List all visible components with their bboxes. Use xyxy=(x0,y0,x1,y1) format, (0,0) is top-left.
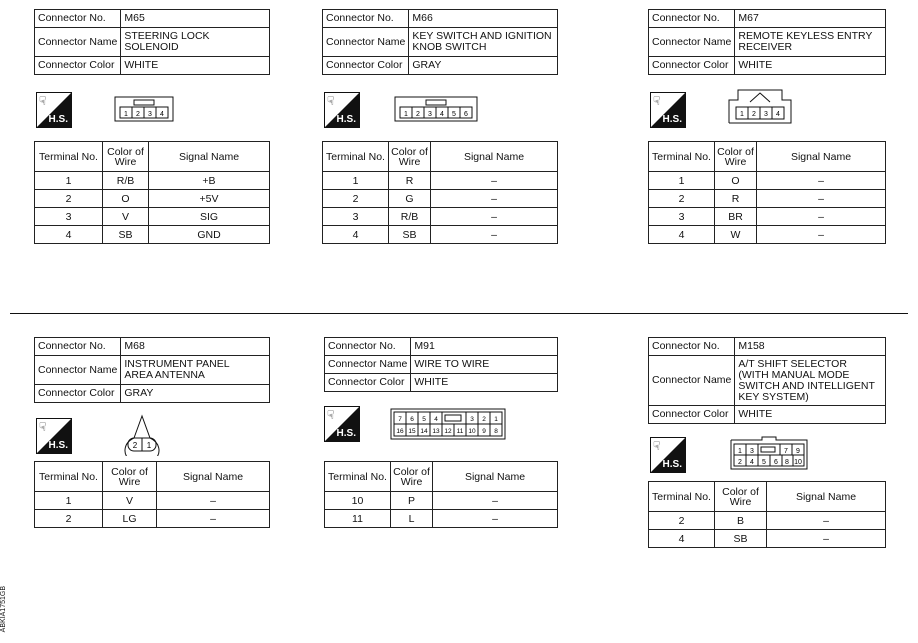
connector-info-table xyxy=(322,9,558,75)
pin-label: 10 xyxy=(468,428,476,435)
terminal-no-cell: 11 xyxy=(325,510,391,528)
connector-color-label: Connector Color xyxy=(649,406,735,424)
pin-label: 6 xyxy=(464,111,468,118)
terminal-no-cell: 10 xyxy=(325,492,391,510)
wire-color-cell: L xyxy=(391,510,433,528)
connector-no-label: Connector No. xyxy=(649,10,735,28)
signal-name-cell: – xyxy=(757,172,886,190)
connector-color-label: Connector Color xyxy=(323,57,409,75)
pin-label: 1 xyxy=(494,416,498,423)
connector-color-label: Connector Color xyxy=(35,57,121,75)
table-row xyxy=(35,492,270,510)
table-row xyxy=(323,190,558,208)
wire-color-cell: R/B xyxy=(103,172,149,190)
wire-color-cell: P xyxy=(391,492,433,510)
terminal-no-cell: 1 xyxy=(35,492,103,510)
terminal-table xyxy=(34,141,270,244)
connector-color-label: Connector Color xyxy=(325,374,411,392)
wire-color-header: Color of Wire xyxy=(715,482,767,512)
terminal-table xyxy=(648,141,886,244)
connector-face-diagram xyxy=(730,436,808,470)
connector-no-label: Connector No. xyxy=(35,10,121,28)
terminal-table xyxy=(324,461,558,528)
terminal-no-header: Terminal No. xyxy=(649,482,715,512)
pin-label: 10 xyxy=(794,459,802,466)
connector-no-label: Connector No. xyxy=(323,10,409,28)
table-row xyxy=(35,208,270,226)
connector-name-value: INSTRUMENT PANEL AREA ANTENNA xyxy=(121,356,270,385)
table-row xyxy=(323,208,558,226)
terminal-no-cell: 2 xyxy=(323,190,389,208)
signal-name-cell: – xyxy=(431,226,558,244)
terminal-table xyxy=(322,141,558,244)
wire-color-cell: SB xyxy=(103,226,149,244)
hs-label: H.S. xyxy=(662,114,682,125)
wire-color-cell: O xyxy=(103,190,149,208)
terminal-table xyxy=(34,461,270,528)
connector-face-diagram xyxy=(122,414,162,456)
wire-color-cell: W xyxy=(715,226,757,244)
table-row xyxy=(649,226,886,244)
pin-label: 7 xyxy=(398,416,402,423)
connector-info-table xyxy=(34,337,270,403)
pin-label: 3 xyxy=(750,448,754,455)
connector-name-label: Connector Name xyxy=(649,356,735,406)
pin-label: 2 xyxy=(738,459,742,466)
hs-label: H.S. xyxy=(662,459,682,470)
connector-no-value: M66 xyxy=(409,10,558,28)
pin-label: 13 xyxy=(432,428,440,435)
terminal-no-cell: 1 xyxy=(323,172,389,190)
wire-color-cell: R/B xyxy=(389,208,431,226)
connector-no-label: Connector No. xyxy=(325,338,411,356)
signal-name-cell: – xyxy=(757,208,886,226)
terminal-no-cell: 2 xyxy=(649,512,715,530)
connector-face-diagram xyxy=(390,408,506,440)
connector-no-label: Connector No. xyxy=(649,338,735,356)
connector-name-value: STEERING LOCK SOLENOID xyxy=(121,28,270,57)
terminal-no-cell: 4 xyxy=(649,530,715,548)
pin-label: 9 xyxy=(482,428,486,435)
wire-color-cell: SB xyxy=(715,530,767,548)
hs-label: H.S. xyxy=(336,114,356,125)
signal-name-cell: – xyxy=(757,226,886,244)
hs-label: H.S. xyxy=(48,114,68,125)
harness-side-icon: ☟ H.S. xyxy=(324,406,360,442)
table-row xyxy=(649,208,886,226)
connector-info-table xyxy=(324,337,558,392)
pin-label: 1 xyxy=(146,441,152,450)
terminal-no-header: Terminal No. xyxy=(323,142,389,172)
terminal-no-cell: 4 xyxy=(649,226,715,244)
harness-side-icon: ☟ H.S. xyxy=(36,418,72,454)
harness-side-icon: ☟ H.S. xyxy=(36,92,72,128)
pin-label: 2 xyxy=(132,441,138,450)
signal-name-header: Signal Name xyxy=(431,142,558,172)
signal-name-cell: – xyxy=(157,510,270,528)
pin-label: 3 xyxy=(470,416,474,423)
pin-label: 5 xyxy=(422,416,426,423)
terminal-no-header: Terminal No. xyxy=(35,142,103,172)
connector-name-label: Connector Name xyxy=(649,28,735,57)
wire-color-cell: V xyxy=(103,492,157,510)
connector-no-value: M65 xyxy=(121,10,270,28)
signal-name-cell: – xyxy=(757,190,886,208)
pin-label: 3 xyxy=(764,111,768,118)
wire-color-cell: BR xyxy=(715,208,757,226)
wire-color-header: Color of Wire xyxy=(715,142,757,172)
connector-color-value: WHITE xyxy=(735,406,886,424)
table-row xyxy=(325,510,558,528)
table-row xyxy=(649,190,886,208)
connector-name-label: Connector Name xyxy=(35,356,121,385)
wire-color-header: Color of Wire xyxy=(103,462,157,492)
connector-name-label: Connector Name xyxy=(323,28,409,57)
connector-info-table xyxy=(648,9,886,75)
signal-name-cell: – xyxy=(767,530,886,548)
table-row xyxy=(323,172,558,190)
pin-label: 6 xyxy=(410,416,414,423)
pin-label: 4 xyxy=(750,459,754,466)
wire-color-header: Color of Wire xyxy=(391,462,433,492)
pin-label: 4 xyxy=(434,416,438,423)
terminal-no-cell: 4 xyxy=(323,226,389,244)
pin-label: 12 xyxy=(444,428,452,435)
pin-label: 14 xyxy=(420,428,428,435)
connector-info-table xyxy=(648,337,886,424)
pin-label: 4 xyxy=(160,111,164,118)
connector-color-value: GRAY xyxy=(121,385,270,403)
signal-name-cell: +B xyxy=(149,172,270,190)
signal-name-cell: SIG xyxy=(149,208,270,226)
pin-label: 1 xyxy=(740,111,744,118)
table-row xyxy=(35,226,270,244)
connector-face-diagram xyxy=(728,88,792,124)
terminal-no-cell: 3 xyxy=(35,208,103,226)
pin-label: 2 xyxy=(136,111,140,118)
connector-color-value: GRAY xyxy=(409,57,558,75)
wire-color-cell: SB xyxy=(389,226,431,244)
pin-label: 4 xyxy=(776,111,780,118)
table-row xyxy=(649,530,886,548)
connector-name-value: A/T SHIFT SELECTOR (WITH MANUAL MODE SWITCH AND INTELLIGENT KEY SYSTEM) xyxy=(735,356,886,406)
signal-name-header: Signal Name xyxy=(157,462,270,492)
signal-name-cell: +5V xyxy=(149,190,270,208)
signal-name-cell: GND xyxy=(149,226,270,244)
wire-color-cell: B xyxy=(715,512,767,530)
table-row xyxy=(325,492,558,510)
wire-color-cell: G xyxy=(389,190,431,208)
signal-name-header: Signal Name xyxy=(767,482,886,512)
terminal-no-header: Terminal No. xyxy=(35,462,103,492)
terminal-no-cell: 2 xyxy=(649,190,715,208)
signal-name-cell: – xyxy=(433,492,558,510)
terminal-table xyxy=(648,481,886,548)
figure-id: ABKIA1751GB xyxy=(0,586,7,633)
connector-info-table xyxy=(34,9,270,75)
pin-label: 8 xyxy=(785,459,789,466)
pin-label: 1 xyxy=(404,111,408,118)
pin-label: 6 xyxy=(774,459,778,466)
terminal-no-cell: 1 xyxy=(649,172,715,190)
connector-no-value: M91 xyxy=(411,338,558,356)
pin-label: 4 xyxy=(440,111,444,118)
connector-no-label: Connector No. xyxy=(35,338,121,356)
connector-face-diagram xyxy=(114,96,174,122)
pin-label: 2 xyxy=(416,111,420,118)
terminal-no-cell: 3 xyxy=(649,208,715,226)
signal-name-header: Signal Name xyxy=(433,462,558,492)
signal-name-cell: – xyxy=(767,512,886,530)
section-divider xyxy=(10,313,908,314)
harness-side-icon: ☟ H.S. xyxy=(650,437,686,473)
signal-name-cell: – xyxy=(157,492,270,510)
table-row xyxy=(35,190,270,208)
connector-name-value: KEY SWITCH AND IGNITION KNOB SWITCH xyxy=(409,28,558,57)
pin-label: 1 xyxy=(738,448,742,455)
connector-name-label: Connector Name xyxy=(35,28,121,57)
pin-label: 8 xyxy=(494,428,498,435)
harness-side-icon: ☟ H.S. xyxy=(324,92,360,128)
connector-name-value: WIRE TO WIRE xyxy=(411,356,558,374)
wire-color-header: Color of Wire xyxy=(103,142,149,172)
connector-name-value: REMOTE KEYLESS ENTRY RECEIVER xyxy=(735,28,886,57)
pin-label: 16 xyxy=(396,428,404,435)
connector-no-value: M158 xyxy=(735,338,886,356)
terminal-no-cell: 4 xyxy=(35,226,103,244)
table-row xyxy=(35,172,270,190)
pin-label: 3 xyxy=(148,111,152,118)
connector-color-label: Connector Color xyxy=(35,385,121,403)
table-row xyxy=(649,512,886,530)
pin-label: 5 xyxy=(762,459,766,466)
terminal-no-cell: 3 xyxy=(323,208,389,226)
pin-label: 7 xyxy=(784,448,788,455)
harness-side-icon: ☟ H.S. xyxy=(650,92,686,128)
pin-label: 15 xyxy=(408,428,416,435)
wire-color-cell: O xyxy=(715,172,757,190)
hs-label: H.S. xyxy=(336,428,356,439)
terminal-no-cell: 2 xyxy=(35,510,103,528)
signal-name-header: Signal Name xyxy=(149,142,270,172)
pin-label: 1 xyxy=(124,111,128,118)
pin-label: 2 xyxy=(752,111,756,118)
wire-color-cell: V xyxy=(103,208,149,226)
table-row xyxy=(649,172,886,190)
table-row xyxy=(35,510,270,528)
pin-label: 2 xyxy=(482,416,486,423)
pin-label: 3 xyxy=(428,111,432,118)
connector-color-value: WHITE xyxy=(411,374,558,392)
terminal-no-cell: 1 xyxy=(35,172,103,190)
connector-face-diagram xyxy=(394,96,478,122)
pin-label: 9 xyxy=(796,448,800,455)
terminal-no-header: Terminal No. xyxy=(325,462,391,492)
terminal-no-header: Terminal No. xyxy=(649,142,715,172)
wire-color-cell: R xyxy=(389,172,431,190)
signal-name-cell: – xyxy=(431,208,558,226)
pin-label: 11 xyxy=(456,428,464,435)
signal-name-cell: – xyxy=(431,172,558,190)
connector-no-value: M68 xyxy=(121,338,270,356)
connector-no-value: M67 xyxy=(735,10,886,28)
signal-name-cell: – xyxy=(431,190,558,208)
terminal-no-cell: 2 xyxy=(35,190,103,208)
connector-color-value: WHITE xyxy=(121,57,270,75)
connector-color-label: Connector Color xyxy=(649,57,735,75)
signal-name-header: Signal Name xyxy=(757,142,886,172)
wire-color-header: Color of Wire xyxy=(389,142,431,172)
pin-label: 5 xyxy=(452,111,456,118)
signal-name-cell: – xyxy=(433,510,558,528)
connector-name-label: Connector Name xyxy=(325,356,411,374)
hs-label: H.S. xyxy=(48,440,68,451)
table-row xyxy=(323,226,558,244)
connector-color-value: WHITE xyxy=(735,57,886,75)
wire-color-cell: LG xyxy=(103,510,157,528)
wire-color-cell: R xyxy=(715,190,757,208)
